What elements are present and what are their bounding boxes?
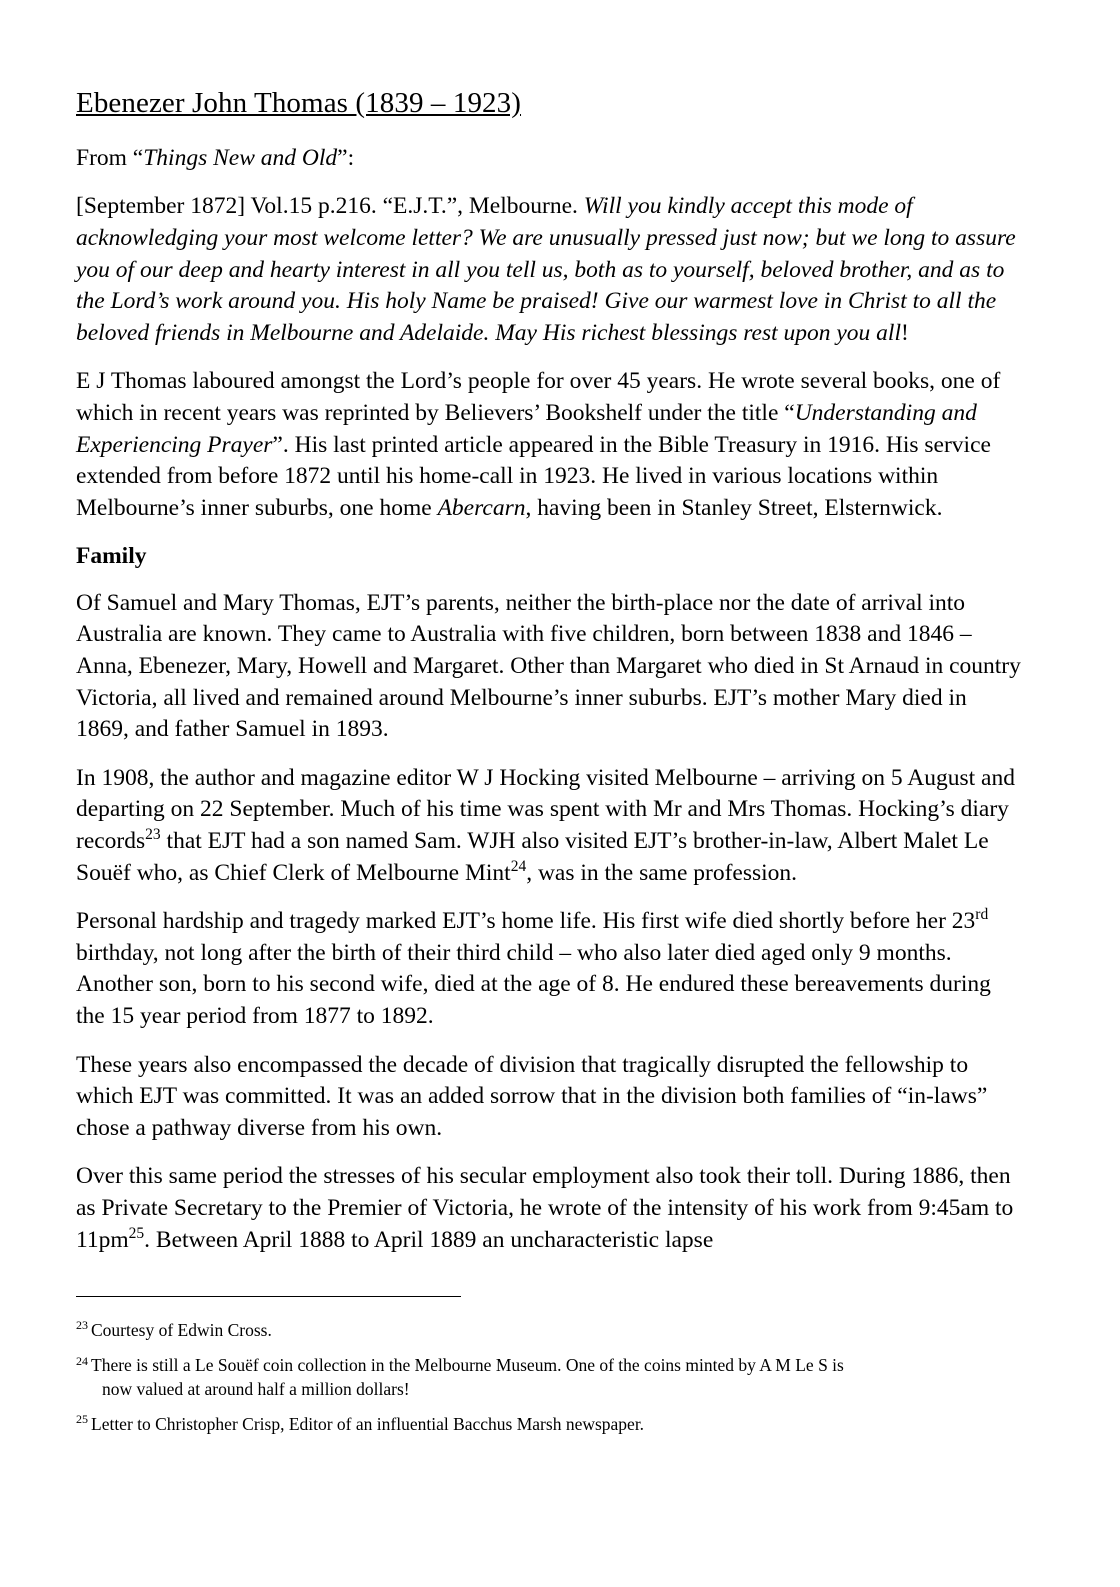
footnote-item	[76, 1354, 1024, 1401]
hocking-text-a: In 1908, the author and magazine editor W J Hocking visited Melbourne – arriving on 5 August and departing on 22 September. Much of his time was spent with Mr and Mrs Thomas. Hocking’s diary records	[76, 764, 1015, 855]
footnote-ref-23: 23	[145, 826, 161, 844]
source-prefix: From “	[76, 144, 144, 171]
quote-tail: !	[901, 319, 909, 346]
quote-lead: [September 1872] Vol.15 p.216. “E.J.T.”, Melbourne.	[76, 193, 584, 220]
employment-text-b: . Between April 1888 to April 1889 an uncharacteristic lapse	[144, 1226, 714, 1253]
division-paragraph: These years also encompassed the decade of division that tragically disrupted the fellowship to which EJT was committed. It was an added sorrow that in the division both families of “in-laws” chose a pathway diverse from his own.	[76, 1051, 988, 1141]
source-title: Things New and Old	[143, 144, 338, 171]
footnote-text: Courtesy of Edwin Cross.	[91, 1320, 272, 1341]
source-citation-line	[76, 143, 1024, 175]
hardship-text-b: birthday, not long after the birth of their third child – who also later died aged only 9 months. Another son, born to his second wife, died at the age of 8. He endured these bereavements during the 15 year period from 1877 to 1892.	[76, 939, 991, 1029]
quote-body: Will you kindly accept this mode of acknowledging your most welcome letter? We are unusually pressed just now; but we long to assure you of our deep and hearty interest in all you tell us, both as to yourself, beloved brother, and as to the Lord’s work around you. His holy Name be praised! Give our warmest love in Christ to all the beloved friends in Melbourne and Adelaide. May His richest blessings rest upon you all	[76, 193, 1016, 346]
footnote-item	[76, 1413, 1024, 1436]
footnote-area	[76, 1296, 1024, 1436]
hardship-text-a: Personal hardship and tragedy marked EJT’s home life. His first wife died shortly before her 23	[76, 908, 976, 935]
hocking-text-c: , was in the same profession.	[526, 859, 798, 886]
hocking-visit-paragraph	[76, 763, 1024, 889]
bio-text-a: E J Thomas laboured amongst the Lord’s people for over 45 years. He wrote several books, one of which in recent years was reprinted by Believers’ Bookshelf under the title “	[76, 368, 1001, 426]
biography-paragraph	[76, 366, 1024, 524]
quoted-letter-paragraph	[76, 191, 1024, 349]
footnote-ref-24: 24	[510, 857, 527, 875]
parents-paragraph: Of Samuel and Mary Thomas, EJT’s parents, neither the birth-place nor the date of arrival into Australia are known. They came to Australia with five children, born between 1838 and 1846 – Anna, Ebenezer, Mary, Howell and Margaret. Other than Margaret who died in St Arnaud in country Victoria, all lived and remained around Melbourne’s inner suburbs. EJT’s mother Mary died in 1869, and father Samuel in 1893.	[76, 589, 1021, 743]
home-name: Abercarn	[437, 494, 526, 521]
footnote-text: There is still a Le Souëf coin collection in the Melbourne Museum. One of the coins minted by A M Le S is	[91, 1355, 844, 1376]
footnote-number: 24	[76, 1353, 88, 1368]
bio-text-c: , having been in Stanley Street, Elsternwick.	[525, 494, 943, 521]
book-title: Understanding and Experiencing Prayer	[76, 399, 977, 458]
bio-text-b: ”. His last printed article appeared in the Bible Treasury in 1916. His service extended from before 1872 until his home-call in 1923. He lived in various locations within Melbourne’s inner suburbs, one home	[76, 431, 991, 521]
employment-paragraph	[76, 1161, 1024, 1256]
employment-text-a: Over this same period the stresses of his secular employment also took their toll. During 1886, then as Private Secretary to the Premier of Victoria, he wrote of the intensity of his work from 9:45am to 11pm	[76, 1163, 1014, 1253]
section-heading-family: Family	[76, 543, 147, 570]
ordinal-suffix: rd	[975, 906, 989, 924]
hocking-text-b: that EJT had a son named Sam. WJH also visited EJT’s brother-in-law, Albert Malet Le Souëf who, as Chief Clerk of Melbourne Mint	[76, 828, 989, 886]
footnote-text: Letter to Christopher Crisp, Editor of an influential Bacchus Marsh newspaper.	[91, 1413, 645, 1434]
footnote-item	[76, 1319, 1024, 1342]
footnote-ref-25: 25	[128, 1224, 145, 1242]
footnote-separator-rule	[76, 1296, 461, 1297]
page-title: Ebenezer John Thomas (1839 – 1923)	[76, 87, 522, 119]
footnote-number: 23	[76, 1318, 88, 1333]
footnote-number: 25	[76, 1412, 88, 1427]
hardship-paragraph	[76, 906, 1024, 1032]
footnote-text-continuation: now valued at around half a million dollars!	[102, 1378, 410, 1399]
source-suffix: ”:	[337, 144, 355, 171]
